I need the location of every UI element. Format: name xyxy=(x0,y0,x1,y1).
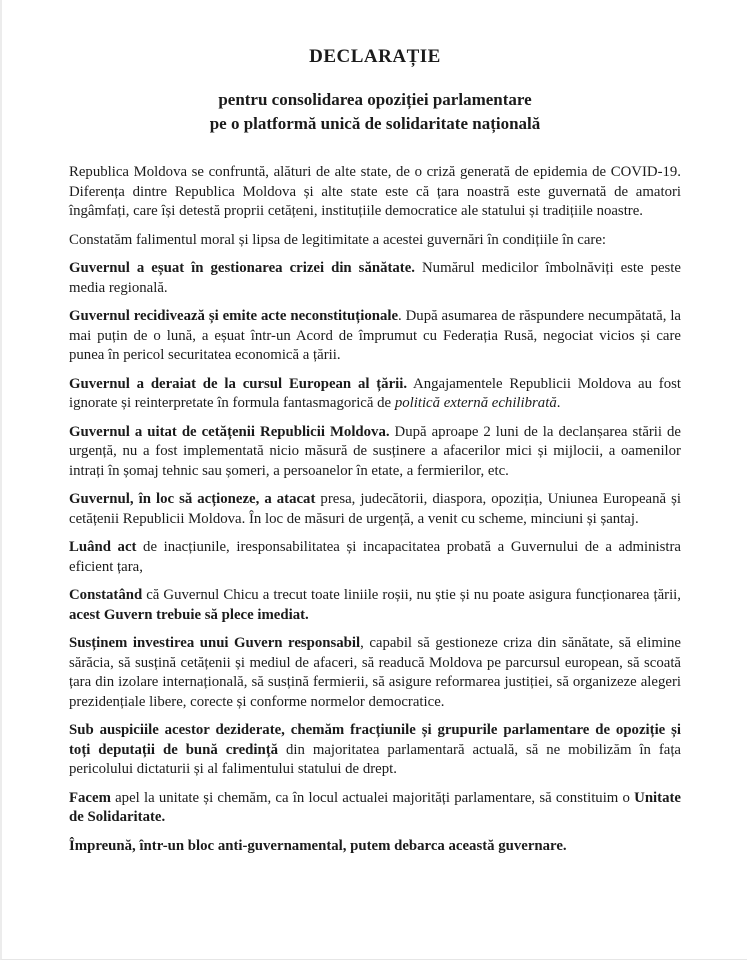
text-run: Sub auspiciile acestor deziderate, chemăm fracțiunile și grupurile parlamentare de opoziție și toți deputații de bună credință xyxy=(69,722,681,758)
subtitle-line-2: pe o platformă unică de solidaritate națională xyxy=(209,114,541,133)
text-run: . După asumarea de răspundere necumpătată, la mai puțin de o lună, a eșuat într-un Acord de împrumut cu Federația Rusă, negociat vicios și care punea în pericol securitatea economică a țării. xyxy=(69,308,682,363)
subtitle-line-1: pentru consolidarea opoziției parlamentare xyxy=(218,90,532,109)
text-run: Guvernul, în loc să acționeze, a atacat xyxy=(69,491,316,507)
text-run: Guvernul recidivează și emite acte neconstituționale xyxy=(69,308,399,324)
paragraph xyxy=(69,789,681,828)
text-run: apel la unitate și chemăm, ca în locul actualei majorități parlamentare, să constituim o xyxy=(110,789,635,806)
text-run: din majoritatea parlamentară actuală, să ne mobilizăm în fața pericolului dictaturii și al falimentului statului de drept. xyxy=(69,741,682,777)
paragraph xyxy=(69,259,681,298)
paragraph xyxy=(69,490,681,529)
text-run: Angajamentele Republicii Moldova au fost ignorate și reinterpretate în formula fantasmagorică de xyxy=(69,375,681,411)
text-run: că Guvernul Chicu a trecut toate liniile roșii, nu știe și nu poate asigura funcționarea țării, xyxy=(142,587,681,603)
document-body xyxy=(69,163,681,856)
text-run: acest Guvern trebuie să plece imediat. xyxy=(69,606,309,623)
text-run: politică externă echilibrată xyxy=(394,395,557,411)
text-run: Guvernul a deraiat de la cursul European al țării. xyxy=(69,375,408,392)
text-run: presa, judecătorii, diaspora, opoziția, Uniunea Europeană și cetățenii Republicii Moldova. În loc de măsuri de urgență, a venit cu scheme, minciuni și șantaj. xyxy=(69,491,681,527)
text-run: După aproape 2 luni de la declanșarea stării de urgență, nu a fost implementată nicio măsură de susținere a afacerilor mici și mijlocii, a oamenilor intrați în șomaj tehnic sau șomeri, a persoanelor în etate, a fermierilor, etc. xyxy=(69,423,681,479)
paragraph xyxy=(69,837,681,857)
text-run: Împreună, într-un bloc anti-guvernamental, putem debarca această guvernare. xyxy=(69,837,567,854)
paragraph xyxy=(69,634,681,712)
text-run: Constatând xyxy=(69,587,143,603)
paragraph xyxy=(69,163,681,222)
document-subtitle xyxy=(69,88,681,136)
text-run: Guvernul a uitat de cetățenii Republicii Moldova. xyxy=(69,423,390,440)
text-run: Numărul medicilor îmbolnăviți este peste media regională. xyxy=(69,260,681,296)
text-run: Constatăm falimentul moral și lipsa de legitimitate a acestei guvernări în condițiile în care: xyxy=(69,231,607,248)
paragraph xyxy=(69,375,681,414)
text-run: Luând act xyxy=(69,539,137,555)
paragraph xyxy=(69,307,681,366)
paragraph xyxy=(69,721,681,780)
text-run: Susținem investirea unui Guvern responsabil xyxy=(69,635,361,651)
text-run: . xyxy=(556,395,561,411)
text-run: Unitate de Solidaritate. xyxy=(69,789,681,825)
paragraph xyxy=(69,231,681,251)
document-content xyxy=(2,0,747,856)
text-run: , capabil să gestioneze criza din sănătate, să elimine sărăcia, să susțină cetățenii și mediul de afaceri, să readucă Moldova pe parcursul european, să scoată țara din izolare internațională, să susțină fermierii, să asigure reformarea justiției, să organizeze alegeri prezidențiale libere, corecte și conforme normelor democratice. xyxy=(69,635,681,710)
text-run: de inacțiunile, iresponsabilitatea și incapacitatea probată a Guvernului de a administra eficient țara, xyxy=(69,539,681,575)
document-title: DECLARAȚIE xyxy=(309,46,441,67)
text-run: Facem xyxy=(69,789,111,806)
paragraph xyxy=(69,538,681,577)
paragraph xyxy=(69,586,681,625)
text-run: Republica Moldova se confruntă, alături de alte state, de o criză generată de epidemia de COVID-19. Diferența dintre Republica Moldova și alte state este că țara noastră este guvernată de amatori îngâmfați, care își detestă proprii cetățeni, instituțiile democratice ale statului și tradițiile noastre. xyxy=(69,164,681,219)
text-run: Guvernul a eșuat în gestionarea crizei din sănătate. xyxy=(69,260,415,276)
paragraph xyxy=(69,423,681,482)
